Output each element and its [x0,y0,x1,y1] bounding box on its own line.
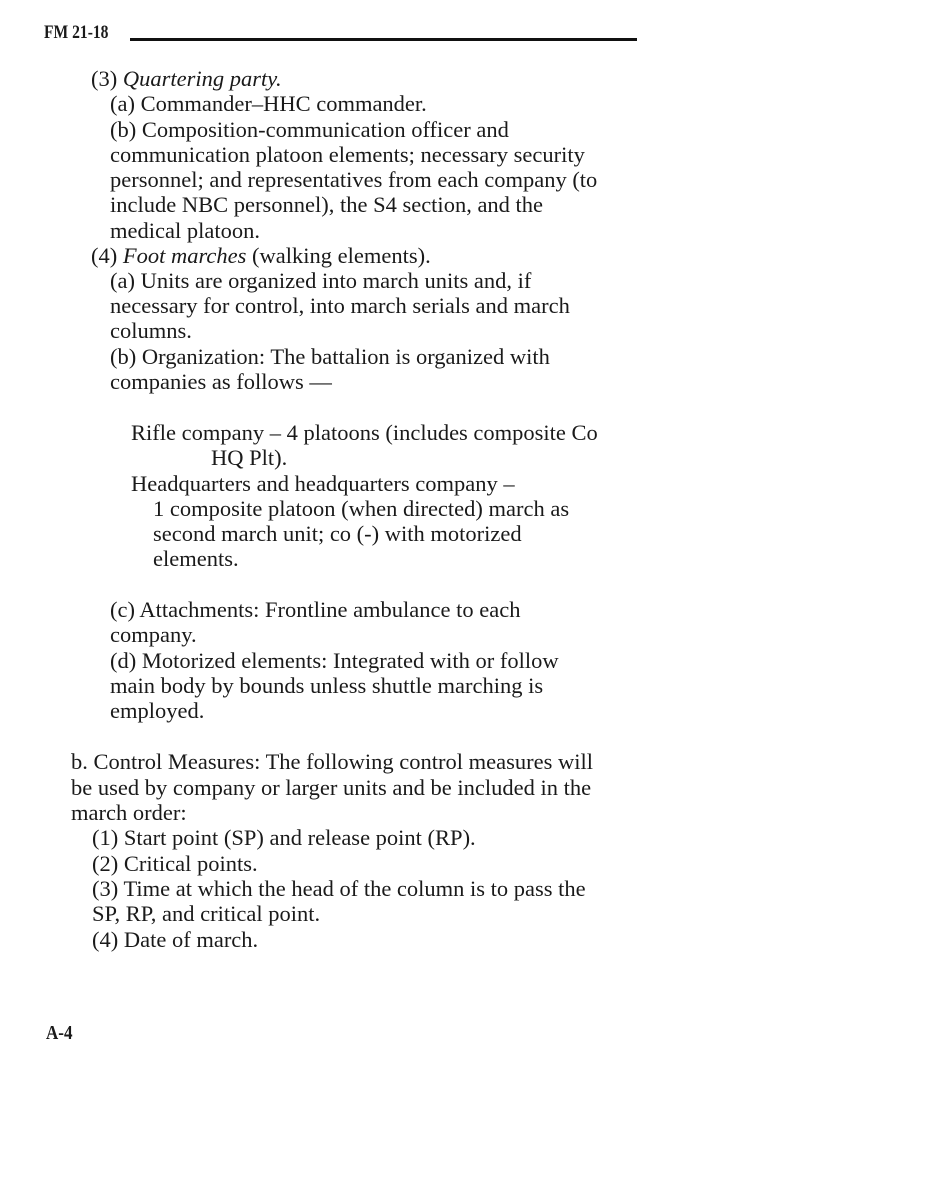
foot-marches-b-line: companies as follows — [110,369,332,394]
page-header [44,22,638,46]
header-rule [130,38,637,41]
attachments-line: (c) Attachments: Frontline ambulance to each [110,597,521,622]
foot-marches-a-line: necessary for control, into march serials and march [110,293,570,318]
rifle-company-line: HQ Plt). [211,445,288,470]
motorized-line: (d) Motorized elements: Integrated with or follow [110,648,559,673]
hhc-line: Headquarters and headquarters company – [131,471,515,496]
quartering-party-title: Quartering party. [122,66,282,91]
hhc-line: second march unit; co (-) with motorized [153,521,522,546]
motorized-line: employed. [110,698,205,723]
foot-marches-a-line: (a) Units are organized into march units and, if [110,268,532,293]
control-measures-intro: march order: [71,800,187,825]
control-measure-item: (2) Critical points. [92,851,258,876]
quartering-party-b-line: communication platoon elements; necessary security [110,142,585,167]
rifle-company-line: Rifle company – 4 platoons (includes composite Co [131,420,598,445]
foot-marches-number: (4) [91,243,118,268]
quartering-party-a: (a) Commander–HHC commander. [110,91,427,116]
control-measure-item: (3) Time at which the head of the column is to pass the [92,876,586,901]
foot-marches-title: Foot marches [122,243,247,268]
foot-marches-a-line: columns. [110,318,192,343]
foot-marches-b-line: (b) Organization: The battalion is organized with [110,344,550,369]
control-measure-item: (4) Date of march. [92,927,259,952]
hhc-line: 1 composite platoon (when directed) march as [153,496,570,521]
page-number: A-4 [46,1022,73,1044]
quartering-party-b-line: (b) Composition-communication officer and [110,117,509,142]
foot-marches-suffix: (walking elements). [246,243,431,268]
quartering-party-b-line: personnel; and representatives from each company (to [110,167,598,192]
motorized-line: main body by bounds unless shuttle marching is [110,673,544,698]
control-measures-intro: be used by company or larger units and be included in the [71,775,592,800]
quartering-party-heading [91,66,282,91]
control-measure-item: (1) Start point (SP) and release point (RP). [92,825,476,850]
control-measure-item: SP, RP, and critical point. [92,901,321,926]
control-measures-intro: b. Control Measures: The following control measures will [71,749,593,774]
quartering-party-b-line: include NBC personnel), the S4 section, and the [110,192,544,217]
quartering-party-number: (3) [91,66,118,91]
foot-marches-heading [91,243,431,268]
attachments-line: company. [110,622,197,647]
hhc-line: elements. [153,546,239,571]
quartering-party-b-line: medical platoon. [110,218,260,243]
manual-code: FM 21-18 [44,22,109,43]
